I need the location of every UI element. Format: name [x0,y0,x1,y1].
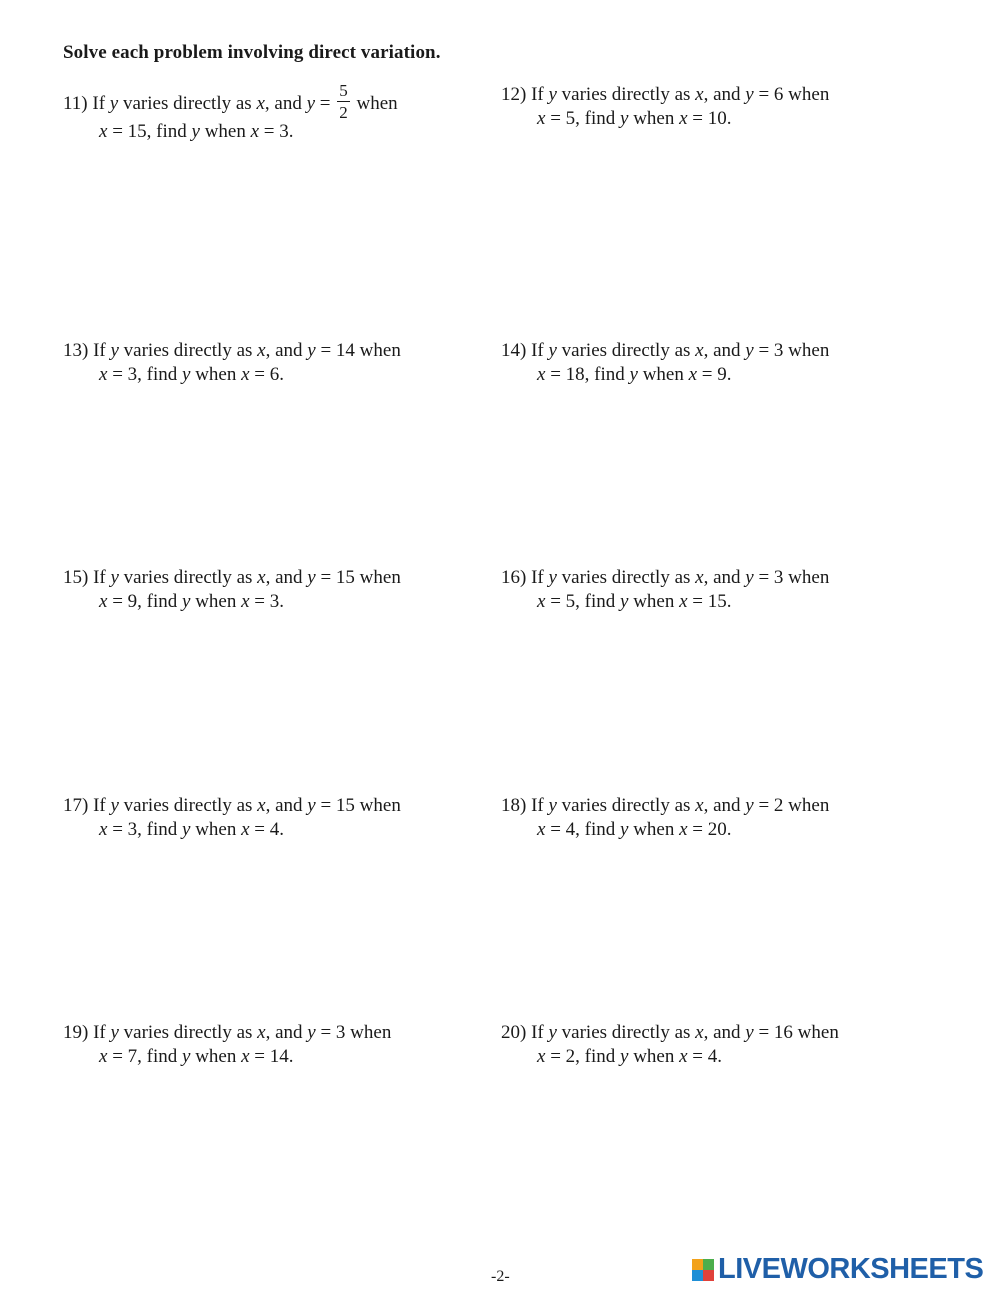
problem-number: 19) [63,1022,89,1043]
problem-number: 11) [63,92,88,114]
fraction-numerator: 5 [339,81,348,100]
problem-number: 13) [63,340,89,361]
problem-number: 14) [501,340,527,361]
logo-icon-square [703,1270,714,1281]
page-number: -2- [491,1268,510,1285]
problem-number: 20) [501,1022,527,1043]
problem-18: 18) If y varies directly as x, and y = 2 when x = 4, find y when x = 20. [501,795,830,840]
fraction-denominator: 2 [339,103,348,122]
logo-text: LIVEWORKSHEETS [718,1253,984,1285]
liveworksheets-logo[interactable] [692,1253,983,1286]
problem-number: 16) [501,567,527,588]
problem-number: 17) [63,795,89,816]
problem-12: 12) If y varies directly as x, and y = 6 when x = 5, find y when x = 10. [501,84,830,129]
problem-number: 18) [501,795,527,816]
instructions-heading: Solve each problem involving direct variation. [63,42,441,63]
problem-16: 16) If y varies directly as x, and y = 3 when x = 5, find y when x = 15. [501,567,830,612]
logo-icon-square [692,1259,703,1270]
problem-20: 20) If y varies directly as x, and y = 16 when x = 2, find y when x = 4. [501,1022,839,1067]
problem-13: 13) If y varies directly as x, and y = 14 when x = 3, find y when x = 6. [63,340,401,385]
logo-icon-square [692,1270,703,1281]
problem-11: 11) If y varies directly as x, and y = $\frac{5}{2}$ when x = 15, find y when x = 3. [63,81,398,142]
fraction [337,81,350,122]
problem-number: 12) [501,84,527,105]
logo-icon-square [703,1259,714,1270]
problem-14: 14) If y varies directly as x, and y = 3 when x = 18, find y when x = 9. [501,340,830,385]
problem-15: 15) If y varies directly as x, and y = 15 when x = 9, find y when x = 3. [63,567,401,612]
problem-17: 17) If y varies directly as x, and y = 15 when x = 3, find y when x = 4. [63,795,401,840]
problem-19: 19) If y varies directly as x, and y = 3 when x = 7, find y when x = 14. [63,1022,392,1067]
problem-number: 15) [63,567,89,588]
liveworksheets-logo-icon [692,1259,714,1281]
